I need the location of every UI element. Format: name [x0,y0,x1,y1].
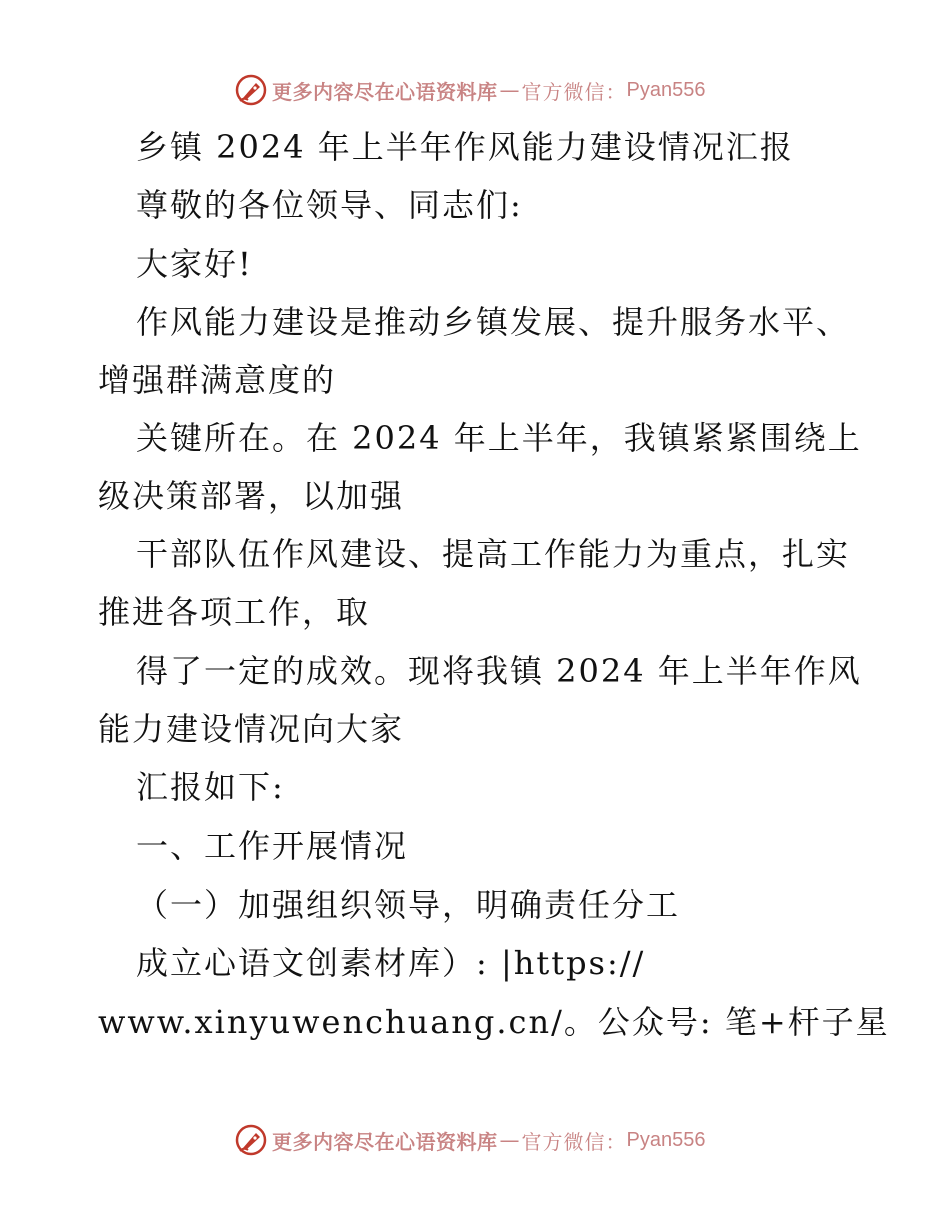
banner-wechat-label: 官方微信： [521,1129,627,1154]
banner-site-name: 更多内容尽在心语资料库 [272,79,498,104]
pen-nib-logo-icon [234,73,268,107]
banner-site-name: 更多内容尽在心语资料库 [272,1129,498,1154]
banner-wechat-id: Pyan556 [626,78,706,101]
text-line: 汇报如下: [136,768,285,806]
text-line: 干部队伍作风建设、提高工作能力为重点，扎实 [136,535,851,573]
text-line: www.xinyuwenchuang.cn/。公众号: 笔+杆子星 [98,1003,890,1041]
footer-banner [234,1122,705,1158]
text-line: 增强群满意度的 [98,361,337,399]
section-heading: 一、工作开展情况 [136,827,409,865]
document-title: 乡镇 2024 年上半年作风能力建设情况汇报 [136,128,794,166]
banner-wechat-label: 官方微信： [521,79,627,104]
text-line: 尊敬的各位领导、同志们: [136,186,523,224]
banner-wechat-id: Pyan556 [626,1128,706,1151]
text-line: 关键所在。在 2024 年上半年，我镇紧紧围绕上 [136,419,862,457]
text-line: 大家好! [136,245,253,283]
text-line: 能力建设情况向大家 [98,710,405,748]
text-line: 成立心语文创素材库）: |https:// [136,944,646,982]
banner-separator: — [499,1128,520,1152]
text-line: 级决策部署，以加强 [98,477,405,515]
pen-nib-logo-icon [234,1123,268,1157]
subsection-heading: （一）加强组织领导，明确责任分工 [136,886,681,924]
text-line: 推进各项工作，取 [98,593,371,631]
header-banner [234,72,705,108]
text-line: 作风能力建设是推动乡镇发展、提升服务水平、 [136,303,851,341]
text-line: 得了一定的成效。现将我镇 2024 年上半年作风 [136,652,862,690]
banner-separator: — [499,78,520,102]
